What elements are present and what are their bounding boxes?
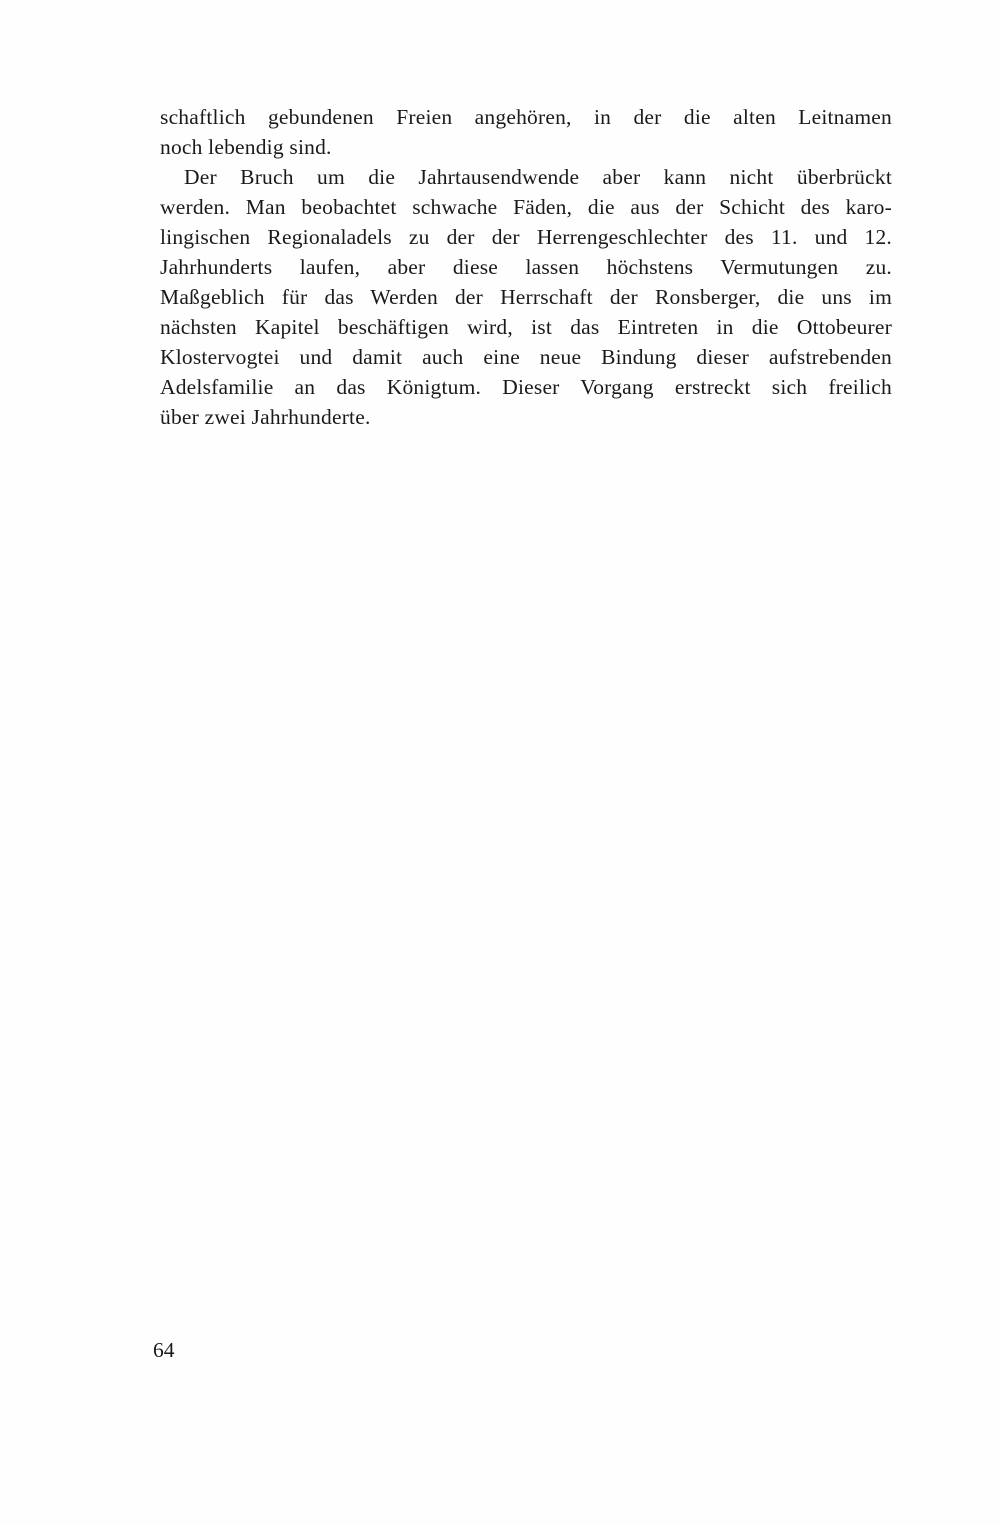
text-line: Klostervogtei und damit auch eine neue Bindung dieser aufstrebenden bbox=[160, 345, 892, 369]
text-line: über zwei Jahrhunderte. bbox=[160, 405, 371, 429]
body-text bbox=[160, 102, 892, 432]
text-line: Maßgeblich für das Werden der Herrschaft der Ronsberger, die uns im bbox=[160, 285, 892, 309]
text-line: Adelsfamilie an das Königtum. Dieser Vorgang erstreckt sich freilich bbox=[160, 375, 892, 399]
paragraph-1 bbox=[160, 102, 892, 162]
page-number: 64 bbox=[153, 1338, 175, 1362]
text-line: Der Bruch um die Jahrtausendwende aber kann nicht überbrückt bbox=[184, 165, 892, 189]
text-line: Jahrhunderts laufen, aber diese lassen höchstens Vermutungen zu. bbox=[160, 255, 892, 279]
text-line: nächsten Kapitel beschäftigen wird, ist das Eintreten in die Ottobeurer bbox=[160, 315, 892, 339]
text-line: werden. Man beobachtet schwache Fäden, die aus der Schicht des karo- bbox=[160, 195, 892, 219]
paragraph-2 bbox=[160, 162, 892, 432]
text-line: schaftlich gebundenen Freien angehören, in der die alten Leitnamen bbox=[160, 105, 892, 129]
text-line: lingischen Regionaladels zu der der Herrengeschlechter des 11. und 12. bbox=[160, 225, 892, 249]
text-line: noch lebendig sind. bbox=[160, 135, 332, 159]
